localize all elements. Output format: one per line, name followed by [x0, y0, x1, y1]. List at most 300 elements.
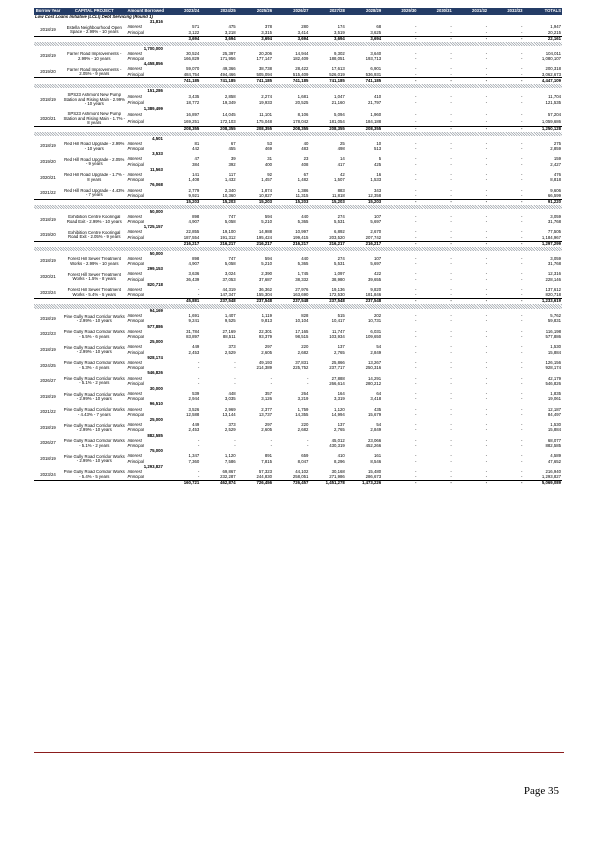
principal-value: 515,409	[292, 72, 309, 77]
interest-value: -	[450, 112, 452, 118]
principal-value: 184,188	[365, 118, 382, 124]
principal-value: 4,907	[188, 261, 200, 267]
principal-value: 109,650	[365, 334, 382, 340]
principal-value: 546,826	[545, 381, 561, 386]
borrow-year: 2023/24	[40, 471, 56, 477]
principal-value: -	[521, 381, 523, 386]
principal-label: Principal	[127, 277, 144, 282]
interest-value: -	[415, 422, 417, 428]
debt-servicing-table	[34, 8, 562, 486]
group-total-value: 3,694	[164, 36, 200, 42]
interest-value: 1,530	[550, 345, 561, 350]
interest-value: -	[450, 93, 452, 99]
amount-borrowed: 1,389,499	[143, 106, 163, 112]
principal-value: -	[270, 443, 273, 448]
principal-value: -	[415, 365, 417, 371]
interest-value: 1,120	[334, 407, 345, 412]
interest-value: -	[485, 172, 488, 178]
principal-value: 177,147	[256, 56, 273, 62]
interest-value: 747	[228, 256, 236, 261]
project-name: Pine Gully Road Corridor Works - 2.99% - 10 years	[63, 345, 125, 355]
group-total-value: -	[382, 199, 417, 205]
principal-value: 430,319	[329, 443, 345, 448]
principal-value: 5,210	[261, 261, 273, 267]
group-total-value: 15,203	[164, 199, 200, 205]
interest-value: -	[521, 25, 523, 30]
interest-value: 15,480	[368, 469, 382, 474]
interest-value: -	[521, 454, 523, 459]
principal-value: 271,986	[329, 474, 345, 480]
principal-value: 20,215	[547, 30, 561, 35]
group-total-value: 15,203	[237, 199, 273, 205]
borrow-year: 2019/20	[40, 68, 56, 74]
interest-value: 40	[303, 141, 309, 146]
interest-value: -	[450, 391, 452, 397]
interest-label: Interest	[127, 329, 142, 334]
interest-value: 14,291	[368, 376, 382, 381]
amount-borrowed: 76,068	[149, 183, 163, 188]
principal-value: -	[450, 235, 452, 240]
project-name: Pine Gully Road Corridor Works - 5.3% - 4 years	[63, 360, 125, 370]
interest-value: -	[485, 287, 488, 292]
header-year-10: 2032/33	[488, 8, 523, 15]
principal-value: -	[415, 443, 417, 448]
group-total-value: -	[417, 241, 452, 247]
principal-value: 171,956	[220, 56, 236, 62]
principal-value: 2,427	[550, 162, 561, 167]
interest-value: 2,377	[261, 407, 273, 412]
principal-value: 188,051	[329, 56, 345, 62]
interest-value: 3,059	[550, 256, 561, 261]
principal-value: -	[415, 261, 417, 267]
principal-label: Principal	[127, 30, 144, 35]
loan-schedule-sheet	[34, 8, 562, 486]
interest-value: -	[415, 391, 417, 397]
principal-value: 3,218	[224, 30, 236, 35]
principal-value: 9,241	[188, 319, 200, 324]
group-total-value: 3,694	[237, 36, 273, 42]
principal-value: 12,588	[186, 412, 200, 417]
principal-value: 2,849	[370, 350, 382, 355]
principal-value: -	[521, 146, 523, 152]
interest-value: -	[197, 376, 200, 381]
principal-value: 31,768	[547, 219, 561, 225]
interest-value: 1,947	[550, 25, 561, 30]
principal-value: -	[450, 412, 452, 417]
interest-value: 19,100	[222, 230, 236, 235]
amount-borrowed: 94,169	[149, 308, 163, 314]
interest-value: 2,969	[224, 407, 236, 412]
interest-value: 6,901	[370, 67, 382, 72]
interest-value: -	[415, 287, 417, 292]
interest-value: 1,691	[188, 314, 200, 319]
principal-value: -	[450, 365, 452, 371]
principal-value: 882,585	[545, 443, 561, 448]
principal-value: 10,360	[222, 193, 236, 198]
interest-value: -	[485, 360, 488, 365]
project-name: Farrer Road Improvements - 2.05% - 9 years	[67, 67, 122, 77]
principal-value: 147,347	[220, 292, 236, 298]
interest-value: 448	[228, 391, 236, 397]
interest-label: Interest	[127, 256, 142, 261]
project-name: Exhibition Centre Kooringal Road Exit - 2.99% - 10 years	[66, 214, 122, 224]
principal-value: 36,439	[186, 277, 200, 282]
group-total-value: -	[453, 36, 488, 42]
interest-value: 2,390	[261, 272, 273, 277]
interest-value: -	[521, 256, 523, 261]
principal-value: 20,525	[295, 100, 309, 106]
principal-value: -	[306, 381, 309, 386]
interest-label: Interest	[127, 454, 142, 459]
principal-value: 392	[228, 162, 236, 167]
header-year-6: 2028/29	[346, 8, 382, 15]
group-total-value: 208,355	[309, 126, 345, 132]
interest-value: 14,045	[222, 112, 236, 118]
borrow-year: 2018/19	[40, 455, 56, 461]
group-total-value: 1,233,619	[523, 299, 562, 305]
principal-value: 2,859	[550, 146, 561, 152]
principal-value: -	[485, 474, 488, 480]
project-name: Forest Hill Sewer Treatment Works - 5.4% - 5 years	[67, 287, 121, 297]
interest-value: 9,606	[550, 188, 561, 193]
interest-value: 1,745	[297, 272, 309, 277]
interest-value: 12,316	[547, 272, 561, 277]
principal-value: 5,531	[334, 219, 345, 225]
interest-value: -	[521, 230, 523, 235]
principal-value: 14,355	[295, 412, 309, 417]
principal-value: -	[415, 397, 417, 402]
principal-value: -	[450, 319, 452, 324]
interest-label: Interest	[127, 230, 142, 235]
principal-value: 31,768	[547, 261, 561, 267]
interest-value: -	[450, 329, 452, 334]
project-name: Red Hill Road Upgrade - 2.99% - 10 years	[64, 141, 125, 151]
principal-label: Principal	[127, 56, 144, 62]
interest-value: -	[521, 51, 523, 56]
interest-value: 49,366	[222, 67, 236, 72]
principal-label: Principal	[127, 350, 144, 355]
interest-value: -	[521, 141, 523, 146]
principal-value: 258,051	[292, 474, 309, 480]
interest-value: 47	[194, 157, 200, 162]
group-total-value: 3,694	[273, 36, 309, 42]
interest-value: 20,206	[258, 51, 273, 56]
principal-value: -	[521, 56, 523, 62]
interest-value: 10,997	[295, 230, 309, 235]
principal-value: 14,994	[331, 412, 345, 417]
interest-value: 27,169	[222, 329, 236, 334]
interest-value: 141	[192, 172, 200, 178]
interest-value: 164	[337, 391, 345, 397]
interest-value: -	[450, 157, 452, 162]
principal-value: 8,546	[370, 459, 382, 464]
principal-value: 5,697	[370, 261, 382, 267]
principal-value: 7,586	[224, 459, 236, 464]
principal-label: Principal	[127, 443, 144, 448]
principal-value: -	[450, 118, 452, 124]
principal-value: -	[485, 428, 488, 433]
interest-value: 476	[553, 172, 561, 178]
interest-value: -	[450, 376, 452, 381]
interest-value: 5,094	[334, 112, 345, 118]
interest-value: -	[197, 469, 200, 474]
interest-value: -	[521, 376, 523, 381]
interest-value: 9,820	[370, 287, 382, 292]
interest-value: -	[485, 438, 488, 443]
principal-value: -	[521, 72, 523, 77]
interest-value: -	[485, 391, 488, 397]
group-total-value: 237,548	[273, 299, 309, 305]
page-number: Page 35	[523, 785, 559, 797]
interest-value: 22,301	[258, 329, 273, 334]
header-capital-project: CAPITAL PROJECT	[62, 8, 126, 15]
group-total-value: 237,548	[309, 299, 345, 305]
principal-value: 93,379	[258, 334, 273, 340]
project-name: Pine Gully Road Corridor Works - 2.99% - 10 years	[63, 454, 125, 464]
principal-value: -	[415, 177, 417, 183]
interest-value: 883	[337, 188, 345, 193]
interest-value: -	[521, 407, 523, 412]
principal-value: -	[485, 277, 488, 282]
project-name: Pine Gully Road Corridor Works - 2.99% - 10 years	[63, 422, 125, 433]
interest-value: 9,302	[334, 51, 345, 56]
principal-value: 3,414	[297, 30, 309, 35]
amount-borrowed: 25,000	[149, 339, 163, 345]
interest-value: -	[197, 438, 200, 443]
interest-value: -	[450, 172, 452, 178]
principal-value: 1,059,686	[541, 118, 561, 124]
interest-value: -	[270, 438, 273, 443]
interest-value: 2,779	[188, 188, 200, 193]
principal-value: -	[485, 146, 488, 152]
principal-value: -	[450, 428, 452, 433]
group-total-value: 91,220	[523, 199, 562, 205]
principal-value: 5,697	[370, 219, 382, 225]
principal-value: 37,687	[258, 277, 273, 282]
principal-value: 2,453	[188, 350, 200, 355]
interest-value: 594	[264, 214, 273, 219]
amount-borrowed: 577,886	[147, 324, 163, 329]
principal-value: 10,731	[368, 319, 382, 324]
interest-value: -	[197, 360, 200, 365]
borrow-year: 2018/19	[40, 96, 56, 102]
principal-value: -	[450, 162, 452, 167]
interest-value: -	[485, 25, 488, 30]
principal-value: -	[415, 334, 417, 340]
interest-value: -	[415, 141, 417, 146]
group-total-value: -	[417, 78, 452, 84]
principal-value: -	[521, 118, 523, 124]
principal-value: 928,174	[545, 365, 561, 371]
principal-value: 280,212	[365, 381, 382, 386]
interest-value: 275	[553, 141, 561, 146]
principal-value: 21,160	[331, 100, 345, 106]
principal-value: 214,389	[256, 365, 273, 371]
interest-value: -	[521, 272, 523, 277]
principal-value: -	[450, 72, 452, 77]
principal-value: 163,690	[292, 292, 309, 298]
group-total-value: -	[417, 481, 452, 487]
interest-value: -	[485, 51, 488, 56]
principal-value: 7,360	[188, 459, 200, 464]
interest-value: -	[450, 345, 452, 350]
principal-value: -	[415, 235, 417, 240]
borrow-year: 2020/21	[40, 273, 56, 279]
interest-value: 81	[194, 141, 200, 146]
interest-value: -	[485, 407, 488, 412]
principal-value: -	[485, 30, 488, 35]
principal-value: -	[485, 56, 488, 62]
interest-value: 440	[301, 256, 309, 261]
principal-value: 182,409	[292, 56, 309, 62]
principal-value: 8,818	[550, 177, 561, 183]
interest-value: 2,274	[261, 93, 273, 99]
group-total-value: 1,297,299	[523, 241, 562, 247]
principal-value: 3,062,673	[541, 72, 561, 77]
interest-value: 77,505	[547, 230, 561, 235]
principal-value: 2,682	[297, 350, 309, 355]
principal-value: -	[415, 193, 417, 198]
interest-value: -	[450, 469, 452, 474]
table-header-row	[34, 8, 562, 15]
principal-value: 84,497	[547, 412, 561, 417]
group-total-value: 741,185	[309, 78, 345, 84]
principal-value: 536,931	[365, 72, 382, 77]
principal-value: -	[521, 474, 523, 480]
principal-label: Principal	[127, 381, 144, 386]
interest-value: -	[521, 469, 523, 474]
blank-cell	[34, 481, 62, 487]
principal-value: -	[197, 474, 200, 480]
group-total-value: -	[488, 199, 523, 205]
interest-value: 1,681	[297, 93, 309, 99]
borrow-year: 2018/19	[40, 258, 56, 264]
principal-value: 2,453	[188, 428, 200, 433]
interest-value: -	[485, 214, 488, 219]
project-name: Forest Hill Sewer Treatment Works - 1.5% - 8 years	[67, 272, 121, 282]
group-total-value: 15,203	[309, 199, 345, 205]
interest-value: 594	[264, 256, 273, 261]
principal-value: 37,053	[222, 277, 236, 282]
interest-label: Interest	[127, 407, 142, 412]
principal-label: Principal	[127, 365, 144, 371]
group-total-value: 216,217	[237, 241, 273, 247]
interest-label: Interest	[127, 376, 142, 381]
principal-value: 3,122	[188, 30, 200, 35]
principal-value: 187,554	[183, 235, 200, 240]
principal-value: 11,818	[331, 193, 345, 198]
group-total-value: 4,447,109	[523, 78, 562, 84]
principal-value: 2,605	[261, 428, 273, 433]
interest-value: 57,204	[547, 112, 561, 118]
principal-value: -	[521, 350, 523, 355]
borrow-year: 2018/19	[40, 393, 56, 399]
amount-borrowed: 50,000	[149, 251, 163, 256]
interest-value: 11,704	[548, 93, 561, 99]
section-title: Low Cost Loans Initiative (LCLI) Debt Servicing (Round 1)	[35, 15, 153, 20]
interest-value: -	[450, 25, 452, 30]
interest-value: 23	[303, 157, 309, 162]
interest-value: 410	[337, 454, 345, 459]
principal-value: 47,652	[547, 459, 561, 464]
interest-value: -	[521, 438, 523, 443]
group-total-value: 741,185	[164, 78, 200, 84]
interest-value: 1,759	[297, 407, 309, 412]
principal-label: Principal	[127, 292, 144, 298]
interest-value: -	[485, 422, 488, 428]
principal-value: -	[485, 162, 488, 167]
group-total-value: -	[453, 241, 488, 247]
principal-value: -	[521, 162, 523, 167]
principal-value: 9,525	[224, 319, 236, 324]
project-name: SPS23 Ashmont New Pump Station and Rising Main - 2.99% - 10 years	[63, 93, 125, 107]
interest-value: 64	[376, 391, 382, 397]
principal-value: 203,520	[329, 235, 345, 240]
principal-value: -	[485, 319, 488, 324]
interest-label: Interest	[127, 438, 142, 443]
interest-value: 378	[264, 25, 273, 30]
group-total-value: 1,473,226	[346, 481, 382, 487]
project-name: Pine Gully Road Corridor Works - 5.1% - 2 years	[63, 376, 125, 386]
principal-value: -	[485, 72, 488, 77]
interest-value: 44,319	[222, 287, 236, 292]
principal-value: 425	[373, 162, 382, 167]
group-total-value: -	[417, 299, 452, 305]
principal-value: -	[234, 365, 236, 371]
amount-borrowed: 299,153	[147, 266, 163, 272]
borrow-year: 2018/19	[40, 315, 56, 321]
interest-value: 8,106	[297, 112, 309, 118]
group-total-value: 216,217	[200, 241, 236, 247]
interest-value: 25	[340, 141, 345, 146]
principal-value: -	[521, 177, 523, 183]
principal-value: -	[270, 381, 273, 386]
loan-interest-row	[34, 93, 562, 100]
principal-value: 232,287	[220, 474, 236, 480]
interest-value: 17,165	[295, 329, 309, 334]
amount-borrowed: 75,000	[149, 448, 163, 454]
principal-value: -	[485, 334, 488, 340]
principal-value: 3,126	[261, 397, 273, 402]
amount-borrowed: 820,718	[147, 282, 163, 287]
interest-value: 67	[230, 141, 236, 146]
interest-value: 4,589	[550, 454, 561, 459]
interest-value: -	[485, 329, 488, 334]
borrow-year: 2021/22	[40, 190, 56, 196]
header-amount-borrowed: Amount Borrowed	[127, 8, 164, 14]
group-total-value: 237,548	[200, 299, 236, 305]
header-year-3: 2025/26	[237, 8, 273, 15]
interest-value: 3,059	[550, 214, 561, 219]
principal-value: -	[415, 459, 417, 464]
group-total-value: 208,355	[237, 126, 273, 132]
principal-value: -	[521, 365, 523, 371]
principal-value: 2,765	[334, 428, 345, 433]
principal-value: -	[485, 118, 488, 124]
group-total-value: 216,217	[309, 241, 345, 247]
amount-borrowed: 3,533	[152, 151, 163, 157]
principal-value: 13,737	[258, 412, 273, 417]
interest-value: 2,670	[370, 230, 382, 235]
interest-value: 68	[376, 25, 382, 30]
principal-label: Principal	[127, 319, 144, 324]
principal-value: 175,048	[256, 118, 273, 124]
principal-value: 1,457	[261, 177, 273, 183]
group-total-value: -	[382, 241, 417, 247]
interest-value: 297	[264, 345, 273, 350]
interest-value: 1,874	[261, 188, 273, 193]
principal-value: 5,365	[297, 219, 309, 225]
